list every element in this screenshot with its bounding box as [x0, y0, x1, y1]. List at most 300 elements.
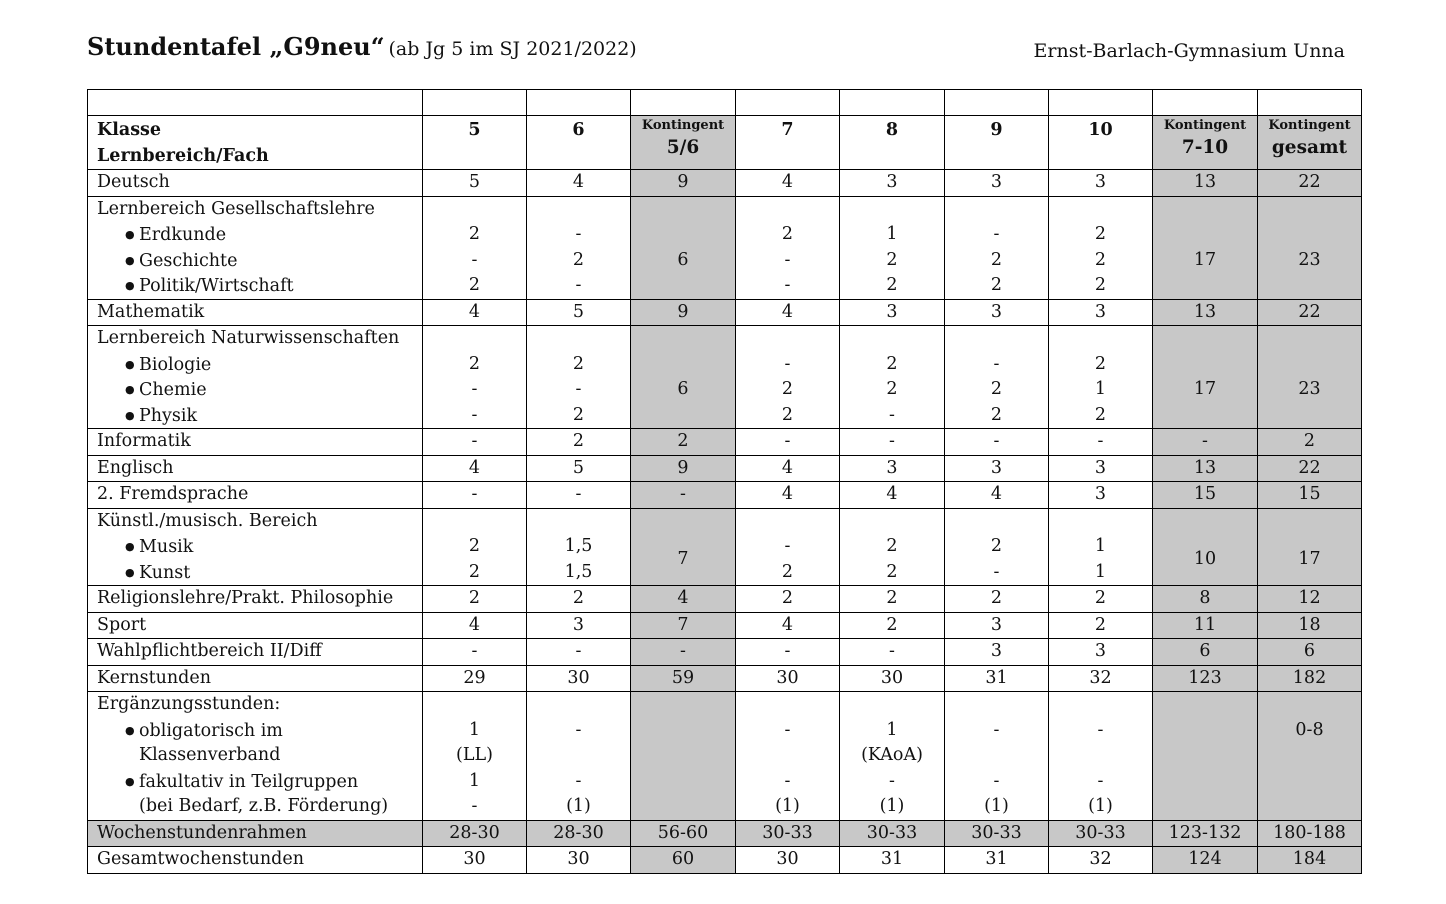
header-label-fach: Lernbereich/Fach — [97, 145, 269, 166]
school-name: Ernst-Barlach-Gymnasium Unna — [1033, 40, 1345, 62]
cell-value: - — [784, 353, 791, 374]
subject-cell — [88, 326, 423, 429]
bullet-icon: ● — [125, 774, 135, 788]
cell-spacer — [745, 509, 830, 535]
cell-value: - — [575, 275, 582, 295]
sub-subject — [97, 769, 413, 795]
cell-spacer — [1058, 326, 1143, 352]
cell-value: 2 — [572, 353, 585, 374]
value-cell: 6 — [1153, 639, 1258, 666]
value-cell: 9 — [631, 455, 736, 482]
value-cell — [527, 196, 631, 299]
table-row — [88, 820, 1362, 847]
table-row — [88, 612, 1362, 639]
value-cell: - — [736, 639, 840, 666]
value-cell: 2 — [1049, 586, 1153, 613]
sub-subject-label: Erdkunde — [139, 225, 227, 245]
value-cell: 4 — [736, 170, 840, 197]
cell-spacer — [536, 509, 621, 535]
value-cell: 56-60 — [631, 820, 736, 847]
cell-spacer — [640, 692, 726, 718]
header-col-9: 9 — [945, 116, 1049, 170]
sub-subject — [97, 273, 413, 299]
value-cell: 2 — [840, 612, 945, 639]
cell-value: 1 — [1094, 561, 1107, 582]
value-cell — [945, 508, 1049, 586]
sub-subject-label: Politik/Wirtschaft — [139, 276, 294, 296]
value-cell: 12 — [1258, 586, 1362, 613]
cell-value: - — [993, 719, 1000, 740]
table-row — [88, 586, 1362, 613]
title-subtitle: (ab Jg 5 im SJ 2021/2022) — [388, 38, 637, 60]
cell-value: 10 — [1193, 548, 1217, 569]
value-cell: 3 — [945, 639, 1049, 666]
cell-value: 2 — [990, 275, 1003, 295]
value-cell: 3 — [840, 455, 945, 482]
cell-spacer — [954, 326, 1039, 352]
cell-value — [745, 743, 830, 769]
cell-value: - — [575, 379, 582, 399]
bullet-icon: ● — [125, 253, 135, 267]
cell-value: - — [993, 770, 1000, 791]
cell-value: - — [784, 275, 791, 295]
value-cell: 18 — [1258, 612, 1362, 639]
value-cell: 182 — [1258, 665, 1362, 692]
table-header-row — [88, 116, 1362, 170]
sub-subject — [97, 560, 413, 586]
value-cell — [1049, 326, 1153, 429]
value-cell — [840, 508, 945, 586]
cell-value: 2 — [886, 379, 898, 399]
value-cell — [423, 692, 527, 821]
header-col-5: 5 — [423, 116, 527, 170]
cell-value: - — [471, 379, 478, 399]
cell-spacer — [849, 692, 935, 718]
value-cell — [1153, 196, 1258, 299]
value-cell — [736, 692, 840, 821]
cell-value: 2 — [1094, 275, 1107, 295]
value-cell: 11 — [1153, 612, 1258, 639]
subject-name: Deutsch — [97, 172, 170, 192]
cell-value: - — [889, 770, 895, 791]
spacer-cell — [840, 90, 945, 116]
value-cell: 2 — [736, 586, 840, 613]
subject-name: Sport — [97, 614, 147, 635]
value-cell: 13 — [1153, 299, 1258, 326]
cell-value: (1) — [566, 796, 591, 816]
value-cell: 2 — [1258, 429, 1362, 456]
value-cell — [527, 692, 631, 821]
cell-spacer — [432, 326, 517, 352]
value-cell: 2 — [1049, 612, 1153, 639]
cell-value: 2 — [886, 275, 898, 295]
header-col-kontingent-gesamt — [1258, 116, 1362, 170]
value-cell: 6 — [1258, 639, 1362, 666]
bullet-icon: ● — [125, 540, 135, 553]
bullet-icon: ● — [125, 383, 135, 396]
cell-value: 2 — [886, 249, 898, 270]
value-cell: 4 — [527, 170, 631, 197]
value-cell — [527, 508, 631, 586]
cell-value — [640, 718, 726, 744]
cell-value: 2 — [468, 353, 481, 374]
value-cell: - — [423, 429, 527, 456]
cell-value: 23 — [1298, 379, 1321, 399]
value-cell: - — [423, 482, 527, 509]
table-row — [88, 299, 1362, 326]
cell-value: - — [471, 249, 478, 270]
subject-cell — [88, 586, 423, 613]
value-cell — [840, 692, 945, 821]
value-cell: 4 — [736, 612, 840, 639]
cell-spacer — [849, 326, 935, 352]
cell-value: (1) — [1088, 796, 1113, 816]
sub-subject — [97, 534, 413, 560]
value-cell — [840, 326, 945, 429]
sub-subject-label: Kunst — [139, 562, 191, 583]
subject-cell — [88, 639, 423, 666]
value-cell — [631, 196, 736, 299]
value-cell — [1153, 326, 1258, 429]
subject-cell — [88, 455, 423, 482]
cell-value: - — [784, 719, 791, 740]
cell-value: 2 — [468, 224, 481, 244]
value-cell: 4 — [423, 455, 527, 482]
table-row — [88, 326, 1362, 429]
cell-value: 2 — [468, 536, 481, 556]
header-label-klasse: Klasse — [97, 120, 162, 140]
value-cell — [631, 508, 736, 586]
value-cell: 123-132 — [1153, 820, 1258, 847]
table-body — [88, 90, 1362, 874]
cell-spacer — [849, 197, 935, 223]
value-cell: 13 — [1153, 170, 1258, 197]
cell-value: 1 — [886, 224, 898, 244]
subject-cell — [88, 612, 423, 639]
value-cell — [1258, 508, 1362, 586]
cell-value — [640, 769, 726, 795]
value-cell: 123 — [1153, 665, 1258, 692]
sub-subject — [97, 377, 413, 403]
cell-value: - — [889, 404, 895, 425]
spacer-cell — [1153, 90, 1258, 116]
table-row — [88, 639, 1362, 666]
subject-name: Religionslehre/Prakt. Philosophie — [97, 588, 394, 608]
subject-name: Lernbereich Naturwissenschaften — [97, 328, 400, 348]
value-cell: 3 — [1049, 455, 1153, 482]
sub-subject — [97, 718, 413, 744]
value-cell: 30-33 — [945, 820, 1049, 847]
spacer-cell — [736, 90, 840, 116]
cell-spacer — [954, 509, 1039, 535]
sub-subject — [97, 352, 413, 378]
cell-value: 7 — [677, 548, 689, 569]
cell-value — [640, 743, 726, 769]
value-cell: 30 — [736, 847, 840, 874]
value-cell: 3 — [1049, 639, 1153, 666]
spacer-cell — [88, 90, 423, 116]
cell-value: 1 — [1094, 379, 1107, 399]
cell-value: (1) — [775, 796, 800, 816]
subject-name: Künstl./musisch. Bereich — [97, 510, 318, 531]
value-cell: 4 — [631, 586, 736, 613]
value-cell: 4 — [736, 299, 840, 326]
value-cell: 31 — [840, 847, 945, 874]
value-cell: 2 — [631, 429, 736, 456]
value-cell: - — [527, 639, 631, 666]
sub-subject-label: fakultativ in Teilgruppen — [139, 771, 359, 792]
subject-cell — [88, 429, 423, 456]
value-cell: - — [736, 429, 840, 456]
value-cell: 3 — [840, 170, 945, 197]
cell-value: - — [784, 249, 791, 270]
cell-value: - — [993, 561, 1000, 582]
cell-value: (1) — [984, 796, 1009, 816]
cell-value: 17 — [1298, 548, 1321, 569]
cell-spacer — [536, 197, 621, 223]
value-cell: 5 — [527, 299, 631, 326]
value-cell: 30 — [527, 665, 631, 692]
cell-value — [954, 743, 1039, 769]
table-row — [88, 665, 1362, 692]
subject-name: Englisch — [97, 457, 174, 478]
cell-value: - — [993, 353, 1000, 374]
cell-value: - — [784, 536, 791, 556]
bullet-icon: ● — [125, 279, 135, 292]
value-cell: - — [527, 482, 631, 509]
cell-value: 2 — [1094, 404, 1107, 425]
value-cell: 60 — [631, 847, 736, 874]
value-cell: 184 — [1258, 847, 1362, 874]
bullet-icon: ● — [125, 723, 135, 737]
cell-spacer — [432, 692, 517, 718]
cell-value: - — [575, 770, 582, 791]
value-cell: - — [423, 639, 527, 666]
value-cell: 3 — [840, 299, 945, 326]
cell-value: 6 — [677, 379, 689, 399]
value-cell — [1049, 692, 1153, 821]
subject-name: Mathematik — [97, 301, 205, 322]
cell-value: 23 — [1298, 249, 1321, 270]
value-cell — [631, 326, 736, 429]
cell-value: 1,5 — [564, 536, 593, 556]
header-kontingent-label: Kontingent — [1163, 118, 1247, 133]
cell-value: 2 — [886, 561, 898, 582]
table-row — [88, 196, 1362, 299]
value-cell: 30 — [527, 847, 631, 874]
table-row — [88, 429, 1362, 456]
subject-cell — [88, 847, 423, 874]
stundentafel-table — [87, 89, 1362, 874]
cell-value: - — [471, 796, 478, 816]
value-cell — [423, 508, 527, 586]
value-cell — [423, 196, 527, 299]
cell-value: 2 — [990, 404, 1003, 425]
value-cell: 13 — [1153, 455, 1258, 482]
title-main: Stundentafel „G9neu“ — [87, 32, 385, 61]
header-col-7: 7 — [736, 116, 840, 170]
cell-spacer — [745, 197, 830, 223]
spacer-cell — [631, 90, 736, 116]
cell-value: 1 — [1094, 536, 1107, 556]
sub-subject — [97, 794, 413, 820]
value-cell: 59 — [631, 665, 736, 692]
cell-value: (LL) — [456, 745, 493, 765]
cell-value: - — [784, 770, 791, 791]
value-cell: 3 — [945, 612, 1049, 639]
table-row — [88, 692, 1362, 821]
sub-subject — [97, 743, 413, 769]
cell-value — [1162, 794, 1248, 820]
subject-name: Gesamtwochenstunden — [97, 849, 304, 869]
value-cell: 4 — [945, 482, 1049, 509]
cell-value: 2 — [781, 561, 794, 582]
bullet-icon: ● — [125, 228, 135, 241]
cell-value: 2 — [572, 249, 585, 270]
value-cell — [945, 326, 1049, 429]
value-cell — [1153, 692, 1258, 821]
page-title — [87, 32, 637, 61]
cell-spacer — [1058, 197, 1143, 223]
value-cell: 30 — [736, 665, 840, 692]
value-cell: 4 — [423, 612, 527, 639]
value-cell: 3 — [1049, 482, 1153, 509]
cell-spacer — [745, 326, 830, 352]
value-cell: - — [840, 639, 945, 666]
header-label-cell — [88, 116, 423, 170]
cell-value — [640, 794, 726, 820]
cell-value: 17 — [1193, 249, 1217, 270]
value-cell: 2 — [840, 586, 945, 613]
value-cell: 22 — [1258, 455, 1362, 482]
header-col-kontingent-56 — [631, 116, 736, 170]
value-cell: 9 — [631, 299, 736, 326]
sub-subject-label: Biologie — [139, 354, 212, 375]
cell-value: (KAoA) — [861, 745, 923, 765]
header-col-8: 8 — [840, 116, 945, 170]
value-cell: 4 — [423, 299, 527, 326]
cell-spacer — [432, 197, 517, 223]
cell-spacer — [849, 509, 935, 535]
subject-cell — [88, 508, 423, 586]
value-cell: 5 — [527, 455, 631, 482]
value-cell — [945, 196, 1049, 299]
table-row — [88, 482, 1362, 509]
cell-value: 17 — [1193, 379, 1217, 399]
spacer-cell — [945, 90, 1049, 116]
cell-value: 1,5 — [564, 561, 593, 582]
subject-cell — [88, 820, 423, 847]
cell-spacer — [745, 692, 830, 718]
spacer-cell — [1049, 90, 1153, 116]
value-cell — [945, 692, 1049, 821]
value-cell — [1258, 692, 1362, 821]
header-kontingent-value: 5/6 — [666, 137, 700, 158]
value-cell — [736, 196, 840, 299]
value-cell: 4 — [736, 455, 840, 482]
sub-subject-label: Chemie — [139, 380, 207, 400]
cell-value — [1162, 743, 1248, 769]
value-cell: - — [631, 639, 736, 666]
header-kontingent-label: Kontingent — [1268, 118, 1351, 133]
cell-value — [536, 743, 621, 769]
value-cell — [1153, 508, 1258, 586]
subject-name: Wochenstundenrahmen — [97, 822, 307, 843]
sub-subject — [97, 222, 413, 248]
table-row — [88, 170, 1362, 197]
sub-subject — [97, 248, 413, 274]
cell-value: 2 — [781, 379, 794, 399]
value-cell: 2 — [945, 586, 1049, 613]
cell-value: - — [575, 719, 582, 740]
sub-subject — [97, 403, 413, 429]
value-cell: 4 — [840, 482, 945, 509]
cell-value: - — [1097, 770, 1104, 791]
cell-value: 2 — [468, 275, 481, 295]
value-cell — [736, 508, 840, 586]
cell-spacer — [536, 326, 621, 352]
cell-value: - — [575, 224, 582, 244]
value-cell: 30-33 — [840, 820, 945, 847]
value-cell: 29 — [423, 665, 527, 692]
value-cell: - — [945, 429, 1049, 456]
header-col-kontingent-710 — [1153, 116, 1258, 170]
cell-value: 2 — [781, 404, 794, 425]
value-cell: 30-33 — [736, 820, 840, 847]
value-cell: 7 — [631, 612, 736, 639]
subject-name: Lernbereich Gesellschaftslehre — [97, 198, 375, 219]
value-cell: 22 — [1258, 170, 1362, 197]
value-cell: 15 — [1153, 482, 1258, 509]
value-cell: 4 — [736, 482, 840, 509]
cell-value: 2 — [886, 353, 898, 374]
subject-cell — [88, 299, 423, 326]
spacer-cell — [527, 90, 631, 116]
table-row — [88, 455, 1362, 482]
cell-spacer — [1058, 509, 1143, 535]
cell-value: 2 — [781, 224, 794, 244]
value-cell: 3 — [527, 612, 631, 639]
value-cell: 30-33 — [1049, 820, 1153, 847]
value-cell: 32 — [1049, 847, 1153, 874]
bullet-icon: ● — [125, 565, 135, 579]
cell-value: 1 — [468, 770, 481, 791]
subject-cell — [88, 482, 423, 509]
value-cell — [1258, 326, 1362, 429]
sub-subject-label: obligatorisch im — [139, 720, 283, 741]
subject-cell — [88, 170, 423, 197]
cell-value: 2 — [990, 249, 1003, 270]
spacer-cell — [1258, 90, 1362, 116]
sub-subject-label: Musik — [139, 537, 194, 557]
value-cell: 2 — [527, 429, 631, 456]
value-cell: 2 — [423, 586, 527, 613]
cell-value — [1267, 743, 1352, 769]
subject-name: 2. Fremdsprache — [97, 484, 249, 504]
value-cell: 5 — [423, 170, 527, 197]
cell-value — [1267, 769, 1352, 795]
value-cell: 15 — [1258, 482, 1362, 509]
table-spacer-row — [88, 90, 1362, 116]
cell-value: 2 — [1094, 249, 1107, 270]
cell-value — [1267, 794, 1352, 820]
cell-spacer — [536, 692, 621, 718]
cell-value — [1162, 718, 1248, 744]
subject-name: Ergänzungsstunden: — [97, 694, 281, 714]
bullet-icon: ● — [125, 357, 135, 371]
sub-subject-label: Klassenverband — [139, 745, 281, 765]
value-cell: 3 — [945, 299, 1049, 326]
